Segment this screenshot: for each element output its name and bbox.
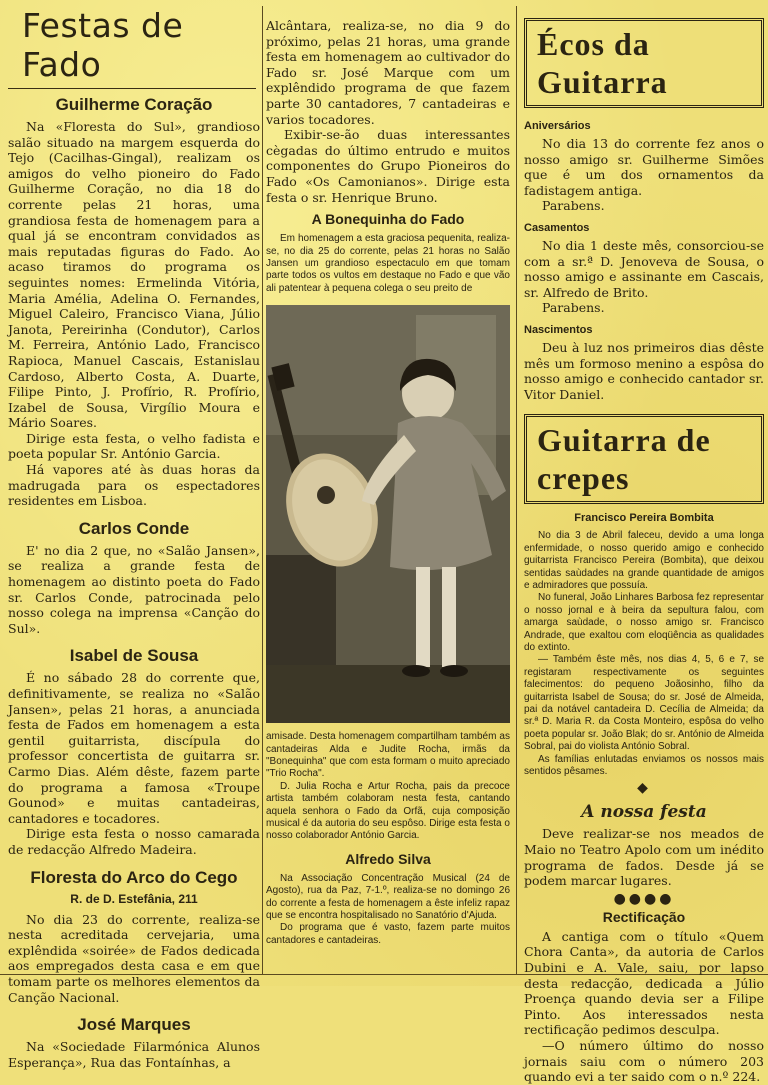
article-guilherme-coracao [8,119,260,509]
photo-girl-with-mandolin [266,305,510,723]
paragraph: No dia 13 do corrente fez anos o nosso amigo sr. Guilherme Simões que é um dos ornamentos da fadistagem antiga. [524,136,764,198]
paragraph: Do programa que é vasto, fazem parte muitos cantadores e cantadeiras. [266,922,510,946]
section-box-title: Guitarra de crepes [524,414,764,504]
paragraph: No dia 1 deste mês, consorciou-se com a sr.ª D. Jenoveva de Sousa, o nosso amigo e assinante em Cascais, sr. Alfredo de Brito. [524,237,764,300]
article-isabel-de-sousa [8,670,260,857]
section-title: Rectificação [602,908,686,925]
news-nascimentos [524,340,764,402]
paragraph: Alcântara, realiza-se, no dia 9 do próximo, pelas 21 horas, uma grande festa em homenagem ao cultivador do Fado sr. José Marque com um explêndido programa de que fazem parte 30 cantadores, 7 cantadeiras e varios tocadores. [266,18,510,127]
article-jose-marques [8,1039,260,1070]
section-title: Isabel de Sousa [69,646,199,666]
section-title: José Marques [77,1015,191,1035]
page-title: Festas de Fado [22,6,184,84]
article-jose-marques-continued [266,18,510,205]
paragraph: É no sábado 28 do corrente que, definitivamente, se realiza no «Salão Jansen», pelas 21 horas, a anunciada festa de Fados em homenagem a esta gentil guitarrista, discípula do professor concertista de guitarra sr. Carmo Dias. Além dêste, fazem parte do programa a famosa «Troupe Gounod» e muitas cantadeiras, cantadores e tocadores. [8,670,260,826]
paragraph: No dia 3 de Abril faleceu, devido a uma longa enfermidade, o nosso querido amigo e conhecido guitarrista Francisco Pereira (Bombita), que deixou sentidas saùdades na grande quantidade de amigos e admiradores que possuía. [524,530,764,591]
section-box-title: Écos da Guitarra [524,18,764,108]
section-title: Floresta do Arco do Cego [30,867,238,887]
news-rectificacao [524,929,764,1085]
paragraph: Deve realizar-se nos meados de Maio no Teatro Apolo com um inédito programa de fados. Desde já se podem marcar lugares. [524,826,764,889]
paragraph: Parabens. [542,300,605,316]
paragraph: No funeral, João Linhares Barbosa fez representar o nosso jornal e à beira da sepultura falou, com amarga saùdade, o nosso amigo sr. Francisco Andrade, que exaltou com eloqüência as qualidades do extinto. [524,592,764,653]
section-subtitle: R. de D. Estefânia, 211 [70,891,198,906]
section-title: Alfredo Silva [345,850,431,867]
paragraph: D. Julia Rocha e Artur Rocha, pais da precoce artista também colaboram nesta festa, cantando aquela senhora o Fado da Orfã, cuja composição musical é da autoria do seu espôso. Dirige esta festa o nosso colaborador António Garcia. [266,780,510,842]
paragraph: Na «Sociedade Filarmónica Alunos Esperança», Rua das Fontaínhas, a [8,1039,260,1070]
ornament-divider: ◆ [637,780,651,797]
ornament-dots: ●●●● [613,890,675,907]
paragraph: As famílias enlutadas enviamos os nossos mais sentidos pêsames. [524,753,764,778]
paragraph: Exibir-se-ão duas interessantes cègadas do último entrudo e muitos componentes do Grupo Pioneiros do Fado «Os Camonianos». Dirige esta festa o sr. Henrique Bruno. [266,127,510,205]
article-floresta-arco-do-cego [8,912,260,1006]
subsection-title: Casamentos [524,221,590,234]
column-right [524,0,764,1085]
paragraph: No dia 23 do corrente, realiza-se nesta acreditada cervejaria, uma explêndida «soirée» de Fados dedicada aos empregados desta casa e em que tomam parte os melhores elementos da Canção Nacional. [8,911,260,1005]
paragraph: Na «Floresta do Sul», grandioso salão situado na margem esquerda do Tejo (Cacilhas-Gingal), realizam os amigos do velho pioneiro do Fado Guilherme Coração, no dia 18 do corrente pelas 21 horas, uma grandiosa festa de homenagem para a qual já se encontram convidados as mais reputadas figuras do Fado. Ao acaso tiramos do programa os seguintes nomes: Ermelinda Vitória, Maria Amélia, Adelina O. Fernandes, Miguel Caleiro, Francisco Viana, Júlio Janota, Pereirinha (Condutor), Carlos M. Ferreira, António Lado, Francisco Rapioca, Manuel Cascais, Estanislau Cardoso, Alberto Costa, A. Duarte, Filipe Pinto, J. Profírio, R. Profírio, Izabel de Sousa, Virgílio Moura e Mário Soares. [8,119,260,431]
article-bonequinha-continued [266,731,510,843]
paragraph: — Também êste mês, nos dias 4, 5, 6 e 7, se registaram respectivamente os seguintes falecimentos: do pequeno Joãosinho, filho da guitarrista Isabel de Sousa; do sr. José de Almeida, pai da notável cantadeira D. Cecília de Almeida; da sr.ª D. Maria R. da Costa Monteiro, espôsa do velho poeta popular sr. João Blak; do sr. António de Almeida Sobral, pai do violista António Sobral. [524,654,764,753]
paragraph: A cantiga com o título «Quem Chora Canta», da autoria de Carlos Dubini e A. Vale, saiu, por lapso desta redacção, dedicada a Júlio Proença quando devia ser a Filipe Pinto. Aos interessados nesta rectificação pedimos desculpa. [524,928,764,1038]
subsection-title: Aniversários [524,120,591,132]
column-middle [266,0,510,947]
column-divider [516,6,517,974]
subsection-title: Nascimentos [524,323,593,336]
paragraph: Deu à luz nos primeiros dias dêste mês um formoso menino a espôsa do nosso amigo e conhecido cantador sr. Vitor Daniel. [524,339,764,402]
article-carlos-conde [8,543,260,637]
paragraph: E' no dia 2 que, no «Salão Jansen», se realiza a grande festa de homenagem ao distinto poeta do Fado sr. Carlos Conde, patrocinada pelo nosso colega na imprensa «Canção do Sul». [8,542,260,636]
subsection-title: Francisco Pereira Bombita [574,512,714,525]
title-rule [8,88,256,89]
section-title: A nossa festa [581,802,707,823]
news-nossa-festa [524,826,764,888]
news-casamentos [524,238,764,316]
article-alfredo-silva [266,873,510,947]
paragraph: Parabens. [542,198,605,214]
article-bonequinha [266,233,510,295]
section-title: A Bonequinha do Fado [311,211,465,228]
paragraph: Dirige esta festa, o velho fadista e poeta popular Sr. António Garcia. [8,430,260,462]
column-divider [262,6,263,974]
photo-illustration [266,305,510,723]
section-title: Guilherme Coração [55,95,213,114]
paragraph: Há vapores até às duas horas da madrugada para os espectadores residentes em Lisboa. [8,462,260,509]
paragraph: Em homenagem a esta graciosa pequenita, realiza-se, no dia 25 do corrente, pelas 21 horas no Salão Jansen um grandioso espectaculo em que tomam parte todos os vultos em destaque no Fado e que vão ali patentear à pequena colega o seu preito de [266,233,510,294]
paragraph: Na Associação Concentração Musical (24 de Agosto), rua da Paz, 7-1.º, realiza-se no domingo 26 do corrente a festa de homenagem a êste infeliz rapaz que se encontra hospitalisado no Sanatório d'Ajuda. [266,872,510,922]
news-aniversarios [524,136,764,214]
paragraph: Dirige esta festa o nosso camarada de redacção Alfredo Madeira. [8,826,260,857]
section-title: Carlos Conde [78,518,190,538]
paragraph: amisade. Desta homenagem compartilham também as cantadeiras Alda e Judite Rocha, irmãs da "Bonequinha" que com esta formam o muito apreciado "Trio Rocha". [266,731,510,780]
column-left [8,0,260,1070]
paragraph: —O número último do nosso jornais saiu com o número 203 quando evi a ter saido com o n.º 224. [524,1037,764,1085]
obituary [524,530,764,778]
